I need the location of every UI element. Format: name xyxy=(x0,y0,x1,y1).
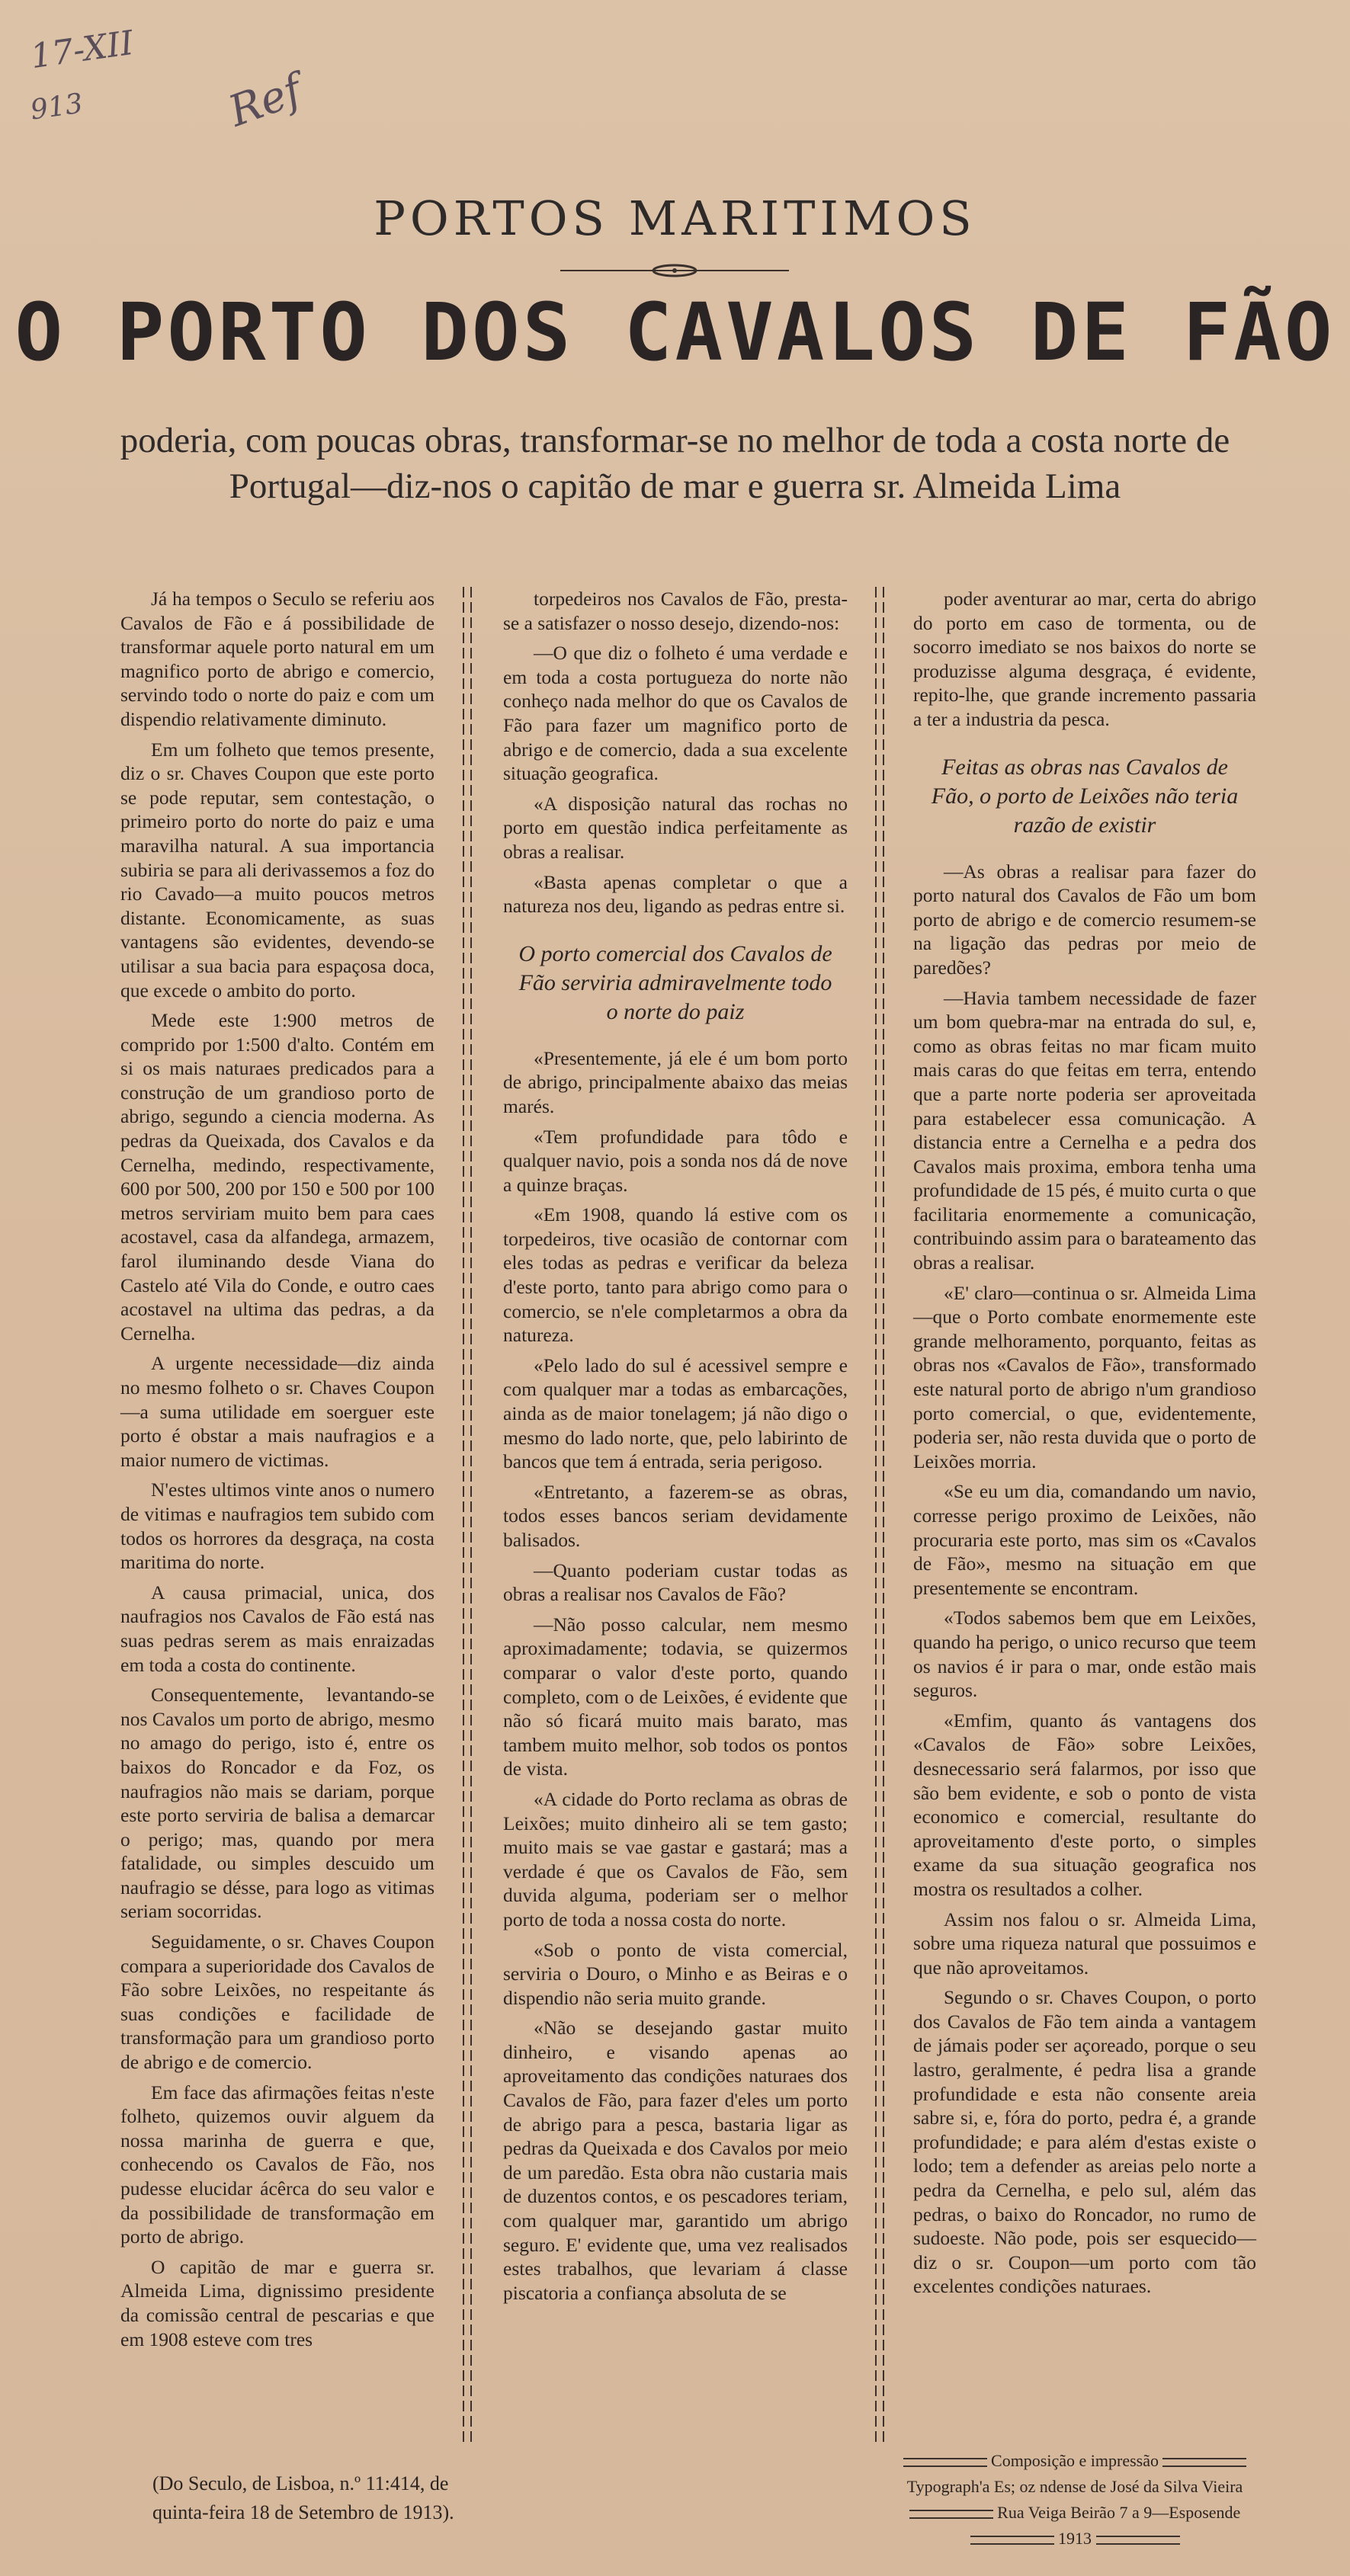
paragraph: —Não posso calcular, nem mesmo aproximadamente; todavia, se quizermos comparar o valor d'este porto, quando completo, com o de Leixões, é evidente que não só ficará muito mais barato, mas tambem muito melhor, sob todos os pontos de vista. xyxy=(503,1613,848,1780)
headline: O PORTO DOS CAVALOS DE FÃO xyxy=(14,286,1336,379)
paragraph: «A cidade do Porto reclama as obras de Leixões; muito dinheiro ali se tem gasto; muito mais se vae gastar e gastará; mas a verdade é que os Cavalos de Fão, sem duvida alguma, poderiam ser o melhor porto de toda a nossa costa do norte. xyxy=(503,1787,848,1930)
paragraph: «Em 1908, quando lá estive com os torpedeiros, tive ocasião de contornar com eles todas as pedras e verificar da beleza d'este porto, tanto para abrigo como para o comercio, se n'ele completarmos a obra da natureza. xyxy=(503,1203,848,1347)
paragraph: Consequentemente, levantando-se nos Cavalos um porto de abrigo, mesmo no amago do perigo, isto é, entre os baixos do Roncador e da Foz, os naufragios não mais se dariam, porque este porto serviria de balisa a demarcar o perigo; mas, quando por mera fatalidade, ou simples descuido um naufragio se désse, para logo as vitimas seriam socorridas. xyxy=(120,1684,435,1923)
paragraph: Segundo o sr. Chaves Coupon, o porto dos Cavalos de Fão tem ainda a vantagem de jámais poder ser açoreado, porque o seu lastro, geralmente, é pedra lisa a grande profundidade e esta não consente areia sabre si, e, fóra do porto, pedra é, a grande profundidade; e para além d'estas existe o lodo; tem a defender as areias pelo norte a pedra da Cernelha, e pelo sul, além das pedras, o baixo do Roncador, no rumo de sudoeste. Não pode, pois ser esquecido—diz o sr. Coupon—um porto com tão excelentes condições naturaes. xyxy=(913,1986,1256,2298)
source-citation: (Do Seculo, de Lisboa, n.º 11:414, de quinta-feira 18 de Setembro de 1913). xyxy=(152,2472,454,2523)
subheadline: poderia, com poucas obras, transformar-se no melhor de toda a costa norte de Portugal—diz-nos o capitão de mar e guerra sr. Almeida Lima xyxy=(120,421,1230,506)
paragraph: «Sob o ponto de vista comercial, serviria o Douro, o Minho e as Beiras e o dispendio não seria muito grande. xyxy=(503,1938,848,2009)
paragraph: «E' claro—continua o sr. Almeida Lima—que o Porto combate enormemente este grande melhoramento, porquanto, feitas as obras nos «Cavalos de Fão», transformado este natural porto de abrigo n'um grandioso porto comercial, o que, evidentemente, poderia ser, não resta duvida que o porto de Leixões morria. xyxy=(913,1281,1256,1472)
imprint-stripes-left-2 xyxy=(909,2510,993,2519)
imprint-stripes-left-3 xyxy=(970,2536,1054,2545)
paragraph: Em um folheto que temos presente, diz o sr. Chaves Coupon que este porto se pode reputar, sem contestação, o primeiro porto do norte do paiz e uma maravilha natural. A sua importancia subiria se para ali derivassemos a foz do rio Cavado—a muito poucos metros distante. Economicamente, as suas vantagens são evidentes, devendo-se utilisar a sua bacia para espaçosa doca, que excede o ambito do porto. xyxy=(120,738,435,1001)
paragraph: «Não se desejando gastar muito dinheiro, e visando apenas ao aproveitamento das condições naturaes dos Cavalos de Fão, para fazer d'eles um porto de abrigo para a pesca, bastaria ligar as pedras da Queixada e dos Cavalos por meio de um paredão. Esta obra não custaria mais de duzentos contos, e os pescadores teriam, com qualquer mar, garantido um abrigo seguro. E' evidente que, uma vez realisados estes trabalhos, que levariam á classe piscatoria a confiança absoluta de se xyxy=(503,2017,848,2304)
paragraph: «Presentemente, já ele é um bom porto de abrigo, principalmente abaixo das meias marés. xyxy=(503,1046,848,1117)
paragraph: «Tem profundidade para tôdo e qualquer navio, pois a sonda nos dá de nove a quinze braças. xyxy=(503,1125,848,1196)
paragraph: «Pelo lado do sul é acessivel sempre e com qualquer mar a todas as embarcações, ainda as de maior tonelagem; já não digo o mesmo do lado norte, que, pelo labirinto de bancos que tem á entrada, seria perigoso. xyxy=(503,1354,848,1473)
handwritten-ref-note: Ref xyxy=(222,65,309,137)
paragraph: «Se eu um dia, comandando um navio, corresse perigo proximo de Leixões, não procuraria este porto, mas sim os «Cavalos de Fão», mesmo na situação em que presentemente se encontram. xyxy=(913,1480,1256,1599)
title-ornament-divider xyxy=(560,263,789,278)
imprint-line-typography: Typograph'a Es; oz ndense de José da Silva Vieira xyxy=(906,2477,1243,2496)
imprint-line-address: Rua Veiga Beirão 7 a 9—Esposende xyxy=(884,2500,1265,2526)
article-column-3 xyxy=(913,587,1256,2305)
paragraph: —As obras a realisar para fazer do porto natural dos Cavalos de Fão um bom porto de abrigo e de comercio resumem-se na ligação das pedras por meio de paredões? xyxy=(913,860,1256,979)
paragraph: «Todos sabemos bem que em Leixões, quando ha perigo, o unico recurso que teem os navios é ir para o mar, onde estão mais seguros. xyxy=(913,1607,1256,1702)
paragraph: Já ha tempos o Seculo se referiu aos Cavalos de Fão e á possibilidade de transformar aquele porto natural em um magnifico porto de abrigo e comercio, servindo todo o norte do paiz e com um dispendio relativamente diminuto. xyxy=(120,588,435,730)
paragraph: poder aventurar ao mar, certa do abrigo do porto em caso de tormenta, ou de socorro imediato se nos baixos do norte se produzisse alguma desgraça, é evidente, repito-lhe, que grande incremento passaria a ter a industria da pesca. xyxy=(913,588,1256,730)
paragraph: Em face das afirmações feitas n'este folheto, quizemos ouvir alguem da nossa marinha de guerra e que, conhecendo os Cavalos de Fão, nos pudesse elucidar ácêrca do seu valor e da possibilidade de transformação em porto de abrigo. xyxy=(120,2081,435,2248)
paragraph: «A disposição natural das rochas no porto em questão indica perfeitamente as obras a realisar. xyxy=(503,792,848,863)
paragraph: A causa primacial, unica, dos naufragios nos Cavalos de Fão está nas suas pedras serem as mais enraizadas em toda a costa do continente. xyxy=(120,1581,435,1676)
paragraph: A urgente necessidade—diz ainda no mesmo folheto o sr. Chaves Coupon—a suma utilidade em soerguer este porto é obstar a mais naufragios e a maior numero de victimas. xyxy=(120,1352,435,1471)
handwritten-year-note: 913 xyxy=(28,88,85,127)
ornamental-column-rule-left xyxy=(459,587,476,2446)
paragraph: —Havia tambem necessidade de fazer um bom quebra-mar na entrada do sul, e, como as obras feitas no mar ficam muito mais caras do que feitas em terra, entendo que a parte norte poderia ser aproveitada para estabelecer essa comunicação. A distancia entre a Cernelha e a pedra dos Cavalos mais proxima, embora tenha uma profundidade de 15 pés, é muito curta o que facilitaria enormemente a comunicação, contribuindo assim para o barateamento das obras a realisar. xyxy=(913,986,1256,1274)
section-title: PORTOS MARITIMOS xyxy=(374,191,976,246)
imprint-line-composition: Composição e impressão xyxy=(884,2448,1265,2474)
subsection-heading: Feitas as obras nas Cavalos de Fão, o porto de Leixões não teria razão de existir xyxy=(931,754,1239,838)
ornamental-column-rule-right xyxy=(871,587,888,2446)
paragraph: Seguidamente, o sr. Chaves Coupon compara a superioridade dos Cavalos de Fão sobre Leixões, no respeitante ás suas condições e facilidade de transformação para um grandioso porto de abrigo e de comercio. xyxy=(120,1930,435,2074)
article-column-1 xyxy=(120,587,435,2357)
paragraph: torpedeiros nos Cavalos de Fão, presta-se a satisfazer o nosso desejo, dizendo-nos: xyxy=(503,588,848,634)
paragraph: «Emfim, quanto ás vantagens dos «Cavalos de Fão» sobre Leixões, desnecessario será falarmos, por isso que são bem evidente, e sob o ponto de vista economico e comercial, resultante do aproveitamento d'este porto, o simples exame da sua situação geografica nos mostra os resultados a colher. xyxy=(913,1709,1256,1900)
imprint-stripes-right xyxy=(1162,2458,1246,2467)
paragraph: —Quanto poderiam custar todas as obras a realisar nos Cavalos de Fão? xyxy=(503,1559,848,1606)
paragraph: «Basta apenas completar o que a natureza nos deu, ligando as pedras entre si. xyxy=(503,870,848,918)
imprint-stripes-left xyxy=(903,2458,987,2467)
paragraph: O capitão de mar e guerra sr. Almeida Lima, dignissimo presidente da comissão central de pescarias e que em 1908 esteve com tres xyxy=(120,2255,435,2350)
imprint-stripes-right-3 xyxy=(1096,2536,1180,2545)
paragraph: Mede este 1:900 metros de comprido por 1:500 d'alto. Contém em si os mais naturaes predicados para a construção de um grandioso porto de abrigo, segundo a ciencia moderna. As pedras da Queixada, dos Cavalos e da Cernelha, medindo, respectivamente, 600 por 500, 200 por 150 e 500 por 100 metros serviriam muito bem para caes acostavel, casa da alfandega, armazem, farol iluminando desde Viana do Castelo até Vila do Conde, e outro caes acostavel na ultima das pedras, a da Cernelha. xyxy=(120,1009,435,1344)
printer-imprint xyxy=(884,2448,1265,2552)
paragraph: «Entretanto, a fazerem-se as obras, todos esses bancos seriam devidamente balisados. xyxy=(503,1480,848,1551)
handwritten-date-note: 17-XII xyxy=(28,23,136,77)
article-column-2 xyxy=(503,587,848,2311)
paragraph: Assim nos falou o sr. Almeida Lima, sobre uma riqueza natural que possuimos e que não aproveitamos. xyxy=(913,1908,1256,1978)
paragraph: —O que diz o folheto é uma verdade e em toda a costa portugueza do norte não conheço nada melhor do que os Cavalos de Fão para fazer um magnifico porto de abrigo e de comercio, dada a sua excelente situação geografica. xyxy=(503,642,848,785)
imprint-line-year: 1913 xyxy=(884,2526,1265,2552)
subsection-heading: O porto comercial dos Cavalos de Fão serviria admiravelmente todo o norte do paiz xyxy=(518,940,832,1024)
paragraph: N'estes ultimos vinte anos o numero de vitimas e naufragios tem subido com todos os horrores da desgraça, na costa maritima do norte. xyxy=(120,1479,435,1574)
